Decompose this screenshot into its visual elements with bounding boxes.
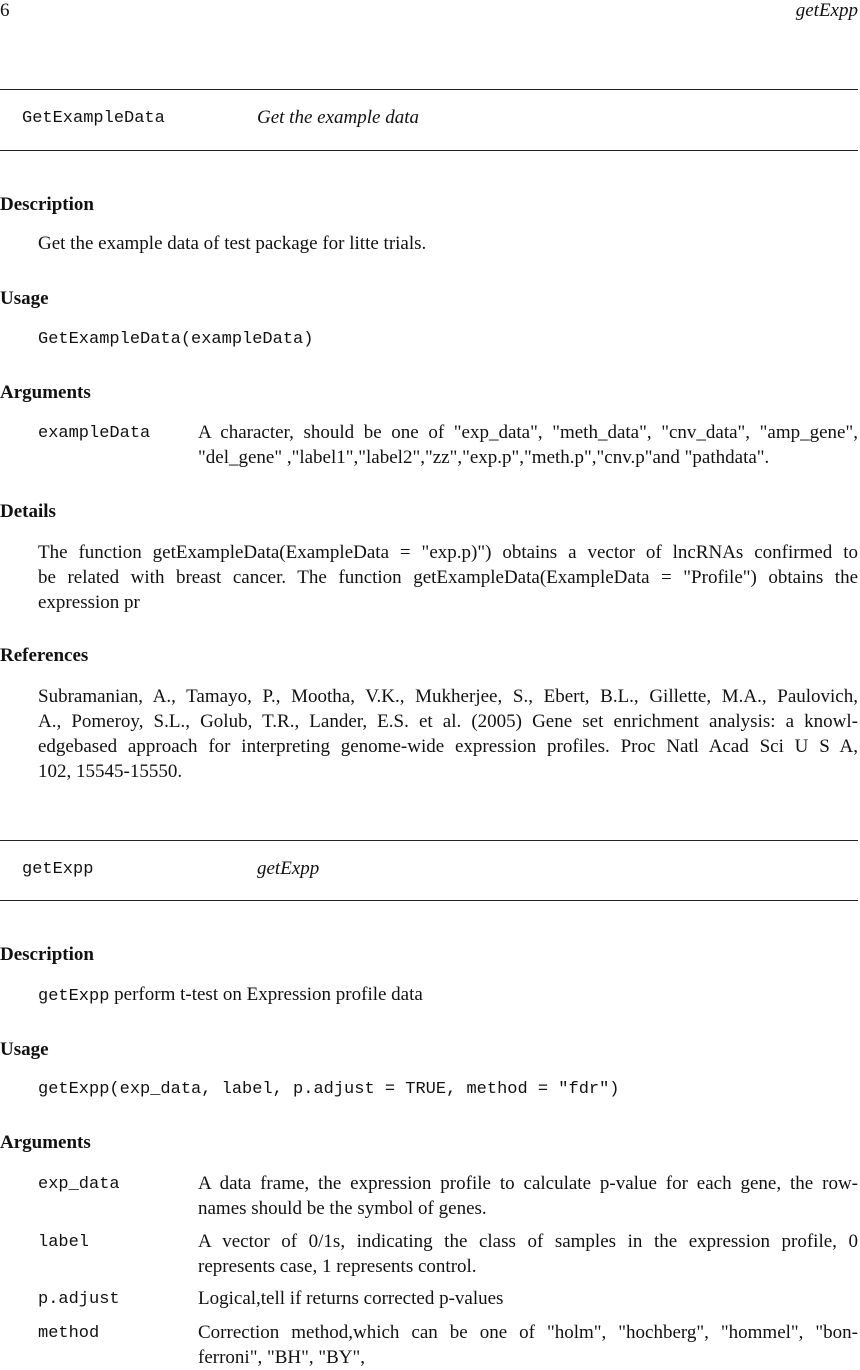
topic2-top-rule xyxy=(0,840,858,841)
arg-desc-line: represents case, 1 represents control. xyxy=(198,1256,477,1277)
running-head: getExpp xyxy=(795,0,858,21)
topic1-description-text: Get the example data of test package for litte trials. xyxy=(38,233,427,254)
topic2-arg-name-method: method xyxy=(38,1324,100,1343)
topic2-description-text xyxy=(38,984,423,1006)
reference-line: 102, 15545-15550. xyxy=(38,761,183,782)
arg-desc-line: ferroni", "BH", "BY", xyxy=(198,1347,366,1368)
details-line: The function getExampleData(ExampleData = "exp.p)") obtains a vector of lncRNAs confirmed to xyxy=(38,542,858,563)
details-line: be related with breast cancer. The function getExampleData(ExampleData = "Profile") obtains the xyxy=(38,567,858,588)
topic2-arg-name-p-adjust: p.adjust xyxy=(38,1290,120,1309)
arg-desc-line: Correction method,which can be one of "holm", "hochberg", "hommel", "bon- xyxy=(198,1322,858,1343)
arg-desc-line: A vector of 0/1s, indicating the class of samples in the expression profile, 0 xyxy=(198,1231,858,1252)
topic2-arg-name-label: label xyxy=(38,1233,90,1252)
topic2-bottom-rule xyxy=(0,900,858,901)
topic1-usage-heading: Usage xyxy=(0,288,49,309)
topic2-title: getExpp xyxy=(257,858,320,879)
details-line: expression pr xyxy=(38,592,140,613)
arg-desc-line: "del_gene" ,"label1","label2","zz","exp.p","meth.p","cnv.p"and "pathdata". xyxy=(198,447,770,468)
topic2-arg-description-label xyxy=(198,1229,858,1279)
topic1-title: Get the example data xyxy=(257,107,419,128)
topic1-top-rule xyxy=(0,89,858,90)
topic2-description-heading: Description xyxy=(0,944,94,965)
topic1-references-text xyxy=(38,684,858,784)
arg-desc-line: A character, should be one of "exp_data", "meth_data", "cnv_data", "amp_gene", xyxy=(198,422,858,443)
topic1-bottom-rule xyxy=(0,150,858,151)
topic1-references-heading: References xyxy=(0,645,89,666)
arg-desc-line: A data frame, the expression profile to calculate p-value for each gene, the row- xyxy=(198,1173,858,1194)
arg-desc-line: names should be the symbol of genes. xyxy=(198,1198,487,1219)
arg-desc-line: Logical,tell if returns corrected p-values xyxy=(198,1288,504,1309)
reference-line: Subramanian, A., Tamayo, P., Mootha, V.K., Mukherjee, S., Ebert, B.L., Gillette, M.A., Paulovich, xyxy=(38,686,858,707)
topic2-arg-description-exp-data xyxy=(198,1171,858,1221)
topic2-description-rest: perform t-test on Expression profile data xyxy=(109,984,423,1005)
topic1-arg-description xyxy=(198,420,858,470)
reference-line: A., Pomeroy, S.L., Golub, T.R., Lander, E.S. et al. (2005) Gene set enrichment analysis: a knowl- xyxy=(38,711,858,732)
topic1-arguments-heading: Arguments xyxy=(0,382,91,403)
topic2-usage-heading: Usage xyxy=(0,1039,49,1060)
topic1-name: GetExampleData xyxy=(22,109,165,128)
topic2-arg-name-exp-data: exp_data xyxy=(38,1175,120,1194)
topic2-arg-description-method xyxy=(198,1320,858,1370)
topic2-usage-code: getExpp(exp_data, label, p.adjust = TRUE, method = "fdr") xyxy=(38,1080,620,1099)
topic1-description-heading: Description xyxy=(0,194,94,215)
topic1-usage-code: GetExampleData(exampleData) xyxy=(38,330,314,349)
topic2-arguments-heading: Arguments xyxy=(0,1132,91,1153)
page-number: 6 xyxy=(0,0,10,21)
topic1-details-text xyxy=(38,540,858,615)
topic2-arg-description-p-adjust xyxy=(198,1286,858,1311)
topic1-details-heading: Details xyxy=(0,501,56,522)
topic2-description-code: getExpp xyxy=(38,987,110,1006)
reference-line: edgebased approach for interpreting genome-wide expression profiles. Proc Natl Acad Sci U S A, xyxy=(38,736,858,757)
topic1-arg-name: exampleData xyxy=(38,424,151,443)
topic2-name: getExpp xyxy=(22,860,94,879)
